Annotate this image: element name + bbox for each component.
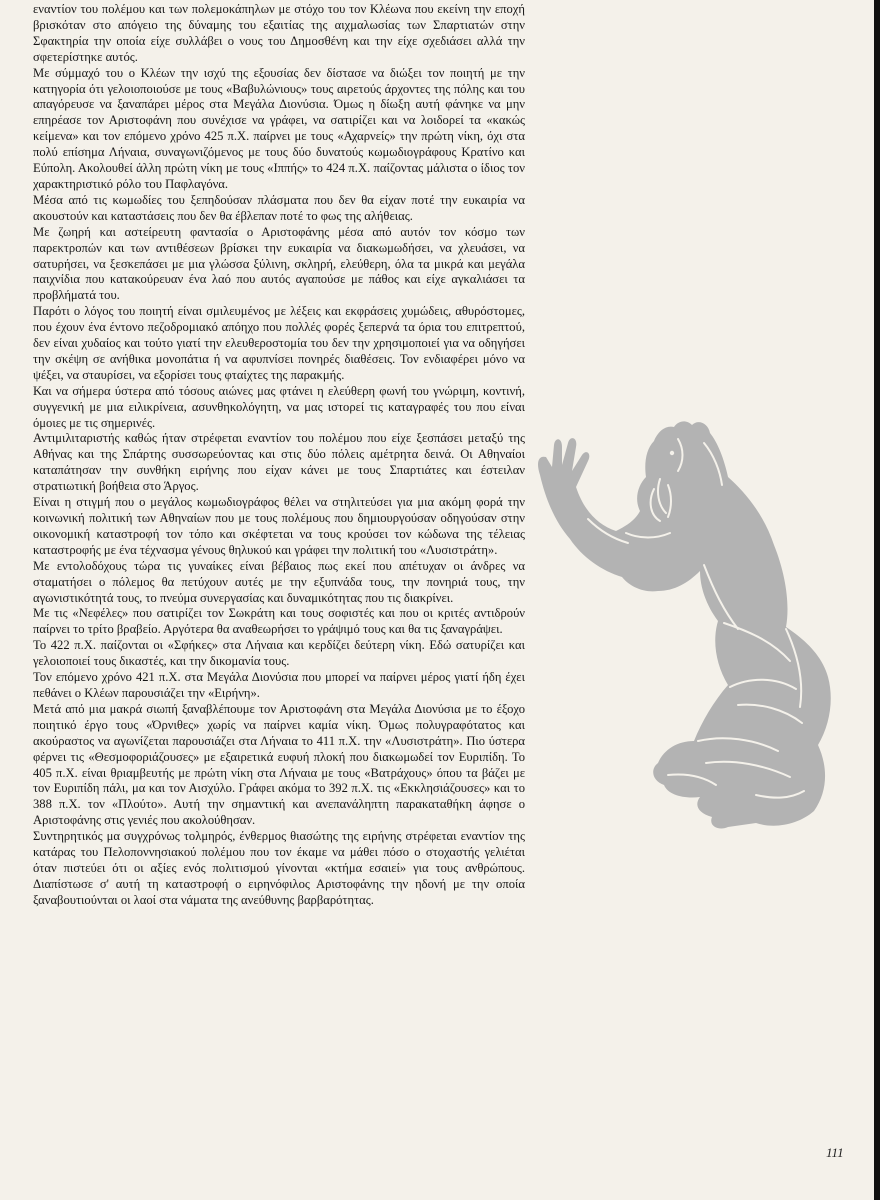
paragraph: Με σύμμαχό του ο Κλέων την ισχύ της εξουσίας δεν δίστασε να διώξει τον ποιητή με την κατηγορία ότι γελοιοποιούσε με τους «Βαβυλώνιους» τους αιρετούς άρχοντες της πόλης και του απαγόρευσε να ξαναπάρει μέρος στα Μεγάλα Διονύσια. Όμως η δίωξη αυτή φάνηκε να μην επηρέασε τον Αριστοφάνη που συνέχισε να γράφει, να σατιρίζει και να λοιδορεί τα «κακώς κείμενα» και τον επόμενο χρόνο 425 π.Χ. παίρνει με τους «Αχαρνείς» την πρώτη νίκη, όχι στα πολύ επίσημα Λήναια, συναγωνιζόμενος με τους δύο δυνατούς κωμωδιογράφους Κρατίνο και Εύπολη. Ακολουθεί άλλη πρώτη νίκη με τους «Ιππής» το 424 π.Χ. παίζοντας μάλιστα ο ίδιος τον χαρακτηριστικό ρόλο του Παφλαγόνα. <box>33 65 525 191</box>
page-number: 111 <box>826 1145 844 1160</box>
paragraph: Μέσα από τις κωμωδίες του ξεπηδούσαν πλάσματα που δεν θα είχαν ποτέ την ευκαιρία να ακουστούν και καταστάσεις που δεν θα έβλεπαν ποτέ το φως της αλήθειας. <box>33 192 525 223</box>
paragraph: εναντίον του πολέμου και των πολεμοκάπηλων με στόχο του τον Κλέωνα που εκείνη την εποχή βρισκόταν στο απόγειο της δύναμης του εξαιτίας της αιχμαλωσίας των Σπαρτιατών στην Σφακτηρία την οποία είχε συλλάβει ο νους του Δημοσθένη και την είχε σχεδιάσει αλλά την σφετερίστηκε αυτός. <box>33 2 525 64</box>
paragraph: Είναι η στιγμή που ο μεγάλος κωμωδιογράφος θέλει να στηλιτεύσει για μια ακόμη φορά την κοινωνική πολιτική των Αθηναίων που με τους πολέμους που δημιουργούσαν οδηγούσαν στην οικονομική καταστροφή τον τόπο και σκέφτεται να τους κρούσει τον κώδωνα της τέλειας καταστροφής με ένα τέχνασμα γένους θηλυκού και γράφει την πολιτική του «Λυσιστράτη». <box>33 495 525 557</box>
page-edge <box>874 0 880 1200</box>
paragraph: Με εντολοδόχους τώρα τις γυναίκες είναι βέβαιος πως εκεί που απέτυχαν οι άνδρες να σταματήσει ο πόλεμος θα πετύχουν αυτές με την εξυπνάδα τους, την πονηριά τους, την αγωνιστικότητά τους, το πνεύμα συνεργασίας και δυναμικότητας που τις διακρίνει. <box>33 558 525 605</box>
paragraph: Συντηρητικός μα συγχρόνως τολμηρός, ένθερμος θιασώτης της ειρήνης στρέφεται εναντίον της κατάρας του Πελοποννησιακού πολέμου που τον έκαμε να μάθει πόσο ο στοχαστής γελιέται όταν πιστεύει ότι οι αξίες ενός πολιτισμού γίνονται «κτήμα εσαιεί» για τους ανθρώπους. Διαπίστωσε σ' αυτή τη καταστροφή ο ειρηνόφιλος Αριστοφάνης την ηδονή με την οποία ξαναβουτιούνται οι λαοί στα νάματα της ανεύθυνης βαρβαρότητας. <box>33 829 525 907</box>
paragraph: Το 422 π.Χ. παίζονται οι «Σφήκες» στα Λήναια και κερδίζει δεύτερη νίκη. Εδώ σατυρίζει και γελοιοποιεί τους δικαστές, και την δικομανία τους. <box>33 638 525 669</box>
comic-actor-figure-icon <box>528 415 858 835</box>
paragraph: Τον επόμενο χρόνο 421 π.Χ. στα Μεγάλα Διονύσια που μπορεί να παίρνει μέρος γιατί ήδη έχει πεθάνει ο Κλέων παρουσιάζει την «Ειρήνη». <box>33 670 525 700</box>
paragraph: Και να σήμερα ύστερα από τόσους αιώνες μας φτάνει η ελεύθερη φωνή του γνώριμη, κοντινή, συγγενική με μια ειλικρίνεια, ασυνθηκολόγητη, να μας ιστορεί τις καταγραφές του που είναι όμοιες με τις σημερινές. <box>33 383 525 430</box>
paragraph: Αντιμιλιταριστής καθώς ήταν στρέφεται εναντίον του πολέμου που είχε ξεσπάσει μεταξύ της Αθήνας και της Σπάρτης συσσωρεύοντας και στις δύο πόλεις αμέτρητα δεινά. Οι Αθηναίοι καταπάτησαν την συνθήκη ειρήνης που είχαν κάνει με τους Σπαρτιάτες και έστειλαν στρατιωτική βοήθεια στο Άργος. <box>33 431 525 494</box>
comic-actor-figure <box>528 415 858 835</box>
paragraph: Με ζωηρή και αστείρευτη φαντασία ο Αριστοφάνης μέσα από αυτόν τον κόσμο των παρεκτροπών και των αντιθέσεων βρίσκει την ευκαιρία να διακωμωδήσει, να χλευάσει, να σατυρήσει, να ξεσκεπάσει με μια γλώσσα ξύλινη, σκληρή, ελεύθερη, όλα τα μικρά και μεγάλα παιχνίδια που κατακούρευαν ένα λαό που αυτός αγαπούσε με πάθος και είχε αγκαλιάσει τα προβλήματά του. <box>33 224 525 303</box>
paragraph: Παρότι ο λόγος του ποιητή είναι σμιλευμένος με λέξεις και εκφράσεις χυμώδεις, αθυρόστομες, που έχουν ένα έντονο πεζοδρομιακό απόηχο που πολλές φορές ξεπερνά τα όρια του επιτρεπτού, δεν είναι χυδαίος και τούτο γιατί την ελευθεροστομία του δεν την χρησιμοποιεί για να οδηγήσει την σκέψη σε ανήθικα μονοπάτια ή να αφυπνίσει πονηρές διαθέσεις. Τον ενδιαφέρει μόνο να ψέξει, να σταυρίσει, να εξορίσει τους φταίχτες της παρακμής. <box>33 304 525 382</box>
text-column <box>33 2 525 909</box>
paragraph: Μετά από μια μακρά σιωπή ξαναβλέπουμε τον Αριστοφάνη στα Μεγάλα Διονύσια με το έξοχο ποιητικό έργο τους «Όρνιθες» χωρίς να παίρνει καμία νίκη. Όμως πολυγραφότατος και ακούραστος να αγωνίζεται παρουσιάζει στα Λήναια το 411 π.Χ. την «Λυσιστράτη». Πιο ύστερα φέρνει τις «Θεσμοφοριάζουσες» με εξαιρετικά ευφυή πλοκή που διακωμωδεί τον Ευριπίδη. Το 405 π.Χ. είναι θριαμβευτής με πρώτη νίκη στα Λήναια με τους «Βατράχους» όπου τα βάζει με τον Ευριπίδη πάλι, μα και τον Αισχύλο. Γράφει ακόμα το 392 π.Χ. τις «Εκκλησιάζουσες» και το 388 π.Χ. τον «Πλούτο». Αυτή την σημαντική και ανεπανάληπτη παρακαταθήκη άφησε ο Αριστοφάνης στις γενιές που ακολούθησαν. <box>33 701 525 828</box>
paragraph: Με τις «Νεφέλες» που σατιρίζει τον Σωκράτη και τους σοφιστές και που οι κριτές αντιδρούν παίρνει το τρίτο βραβείο. Αργότερα θα αναθεωρήσει το γράψιμό τους και θα τις ξαναγράψει. <box>33 606 525 637</box>
